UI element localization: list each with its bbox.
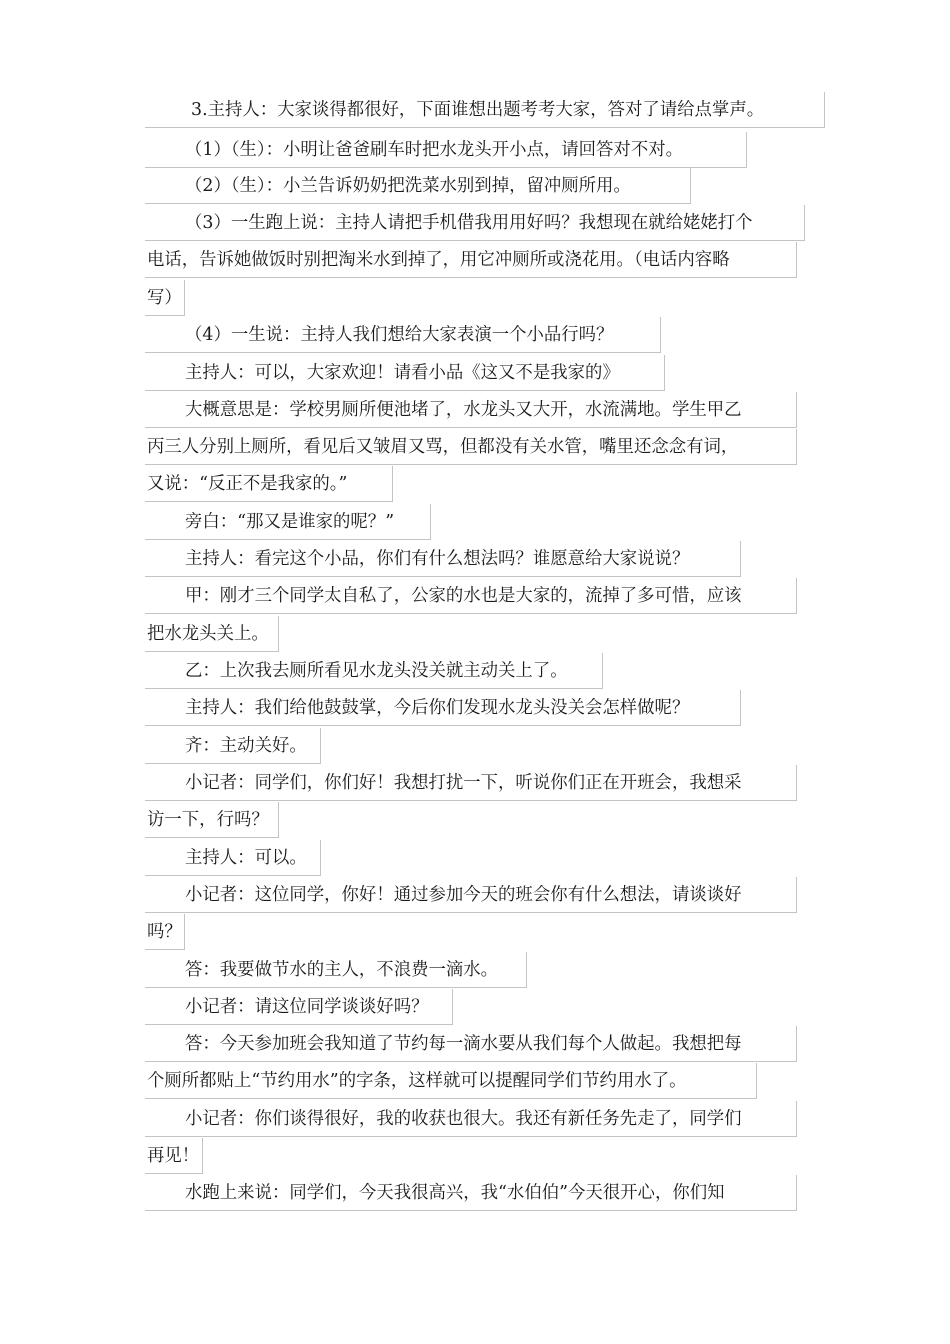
text-line: 小记者：同学们，你们好！我想打扰一下，听说你们正在开班会，我想采 — [145, 773, 797, 793]
text-line: 齐：主动关好。 — [145, 736, 321, 756]
text-line: 主持人：看完这个小品，你们有什么想法吗？谁愿意给大家说说？ — [145, 549, 741, 569]
text-line: 个厕所都贴上“节约用水”的字条，这样就可以提醒同学们节约用水了。 — [145, 1071, 757, 1091]
text-line: 再见！ — [145, 1146, 203, 1166]
text-line: （1）（生）：小明让爸爸刷车时把水龙头开小点，请回答对不对。 — [145, 140, 747, 160]
text-line: 水跑上来说：同学们，今天我很高兴，我“水伯伯”今天很开心，你们知 — [145, 1183, 797, 1203]
text-line: 小记者：请这位同学谈谈好吗？ — [145, 997, 453, 1017]
text-line: （2）（生）：小兰告诉奶奶把洗菜水别到掉，留冲厕所用。 — [145, 176, 691, 196]
text-line: （3）一生跑上说：主持人请把手机借我用用好吗？我想现在就给姥姥打个 — [145, 213, 805, 233]
text-line: 访一下，行吗？ — [145, 810, 279, 830]
text-line: 小记者：这位同学，你好！通过参加今天的班会你有什么想法，请谈谈好 — [145, 885, 797, 905]
text-line: （4）一生说：主持人我们想给大家表演一个小品行吗？ — [145, 325, 661, 345]
text-line: 甲：刚才三个同学太自私了，公家的水也是大家的，流掉了多可惜，应该 — [145, 586, 797, 606]
text-line: 小记者：你们谈得很好，我的收获也很大。我还有新任务先走了，同学们 — [145, 1109, 797, 1129]
text-line: 答：今天参加班会我知道了节约每一滴水要从我们每个人做起。我想把每 — [145, 1034, 797, 1054]
text-line: 主持人：可以，大家欢迎！请看小品《这又不是我家的》 — [145, 363, 665, 383]
text-line: 大概意思是：学校男厕所便池堵了，水龙头又大开，水流满地。学生甲乙 — [145, 400, 797, 420]
text-line: 3.主持人：大家谈得都很好，下面谁想出题考考大家，答对了请给点掌声。 — [145, 100, 825, 120]
text-line: 又说：“反正不是我家的。” — [145, 474, 393, 494]
text-line: 写） — [145, 288, 185, 308]
text-line: 乙：上次我去厕所看见水龙头没关就主动关上了。 — [145, 661, 603, 681]
text-line: 答：我要做节水的主人，不浪费一滴水。 — [145, 960, 527, 980]
text-line: 丙三人分别上厕所，看见后又皱眉又骂，但都没有关水管，嘴里还念念有词， — [145, 437, 797, 457]
text-line: 把水龙头关上。 — [145, 624, 279, 644]
text-line: 主持人：可以。 — [145, 848, 321, 868]
text-line: 主持人：我们给他鼓鼓掌，今后你们发现水龙头没关会怎样做呢？ — [145, 698, 741, 718]
text-line: 吗？ — [145, 922, 185, 942]
text-line: 电话，告诉她做饭时别把淘米水到掉了，用它冲厕所或浇花用。（电话内容略 — [145, 250, 797, 270]
text-line: 旁白：“那又是谁家的呢？” — [145, 512, 431, 532]
